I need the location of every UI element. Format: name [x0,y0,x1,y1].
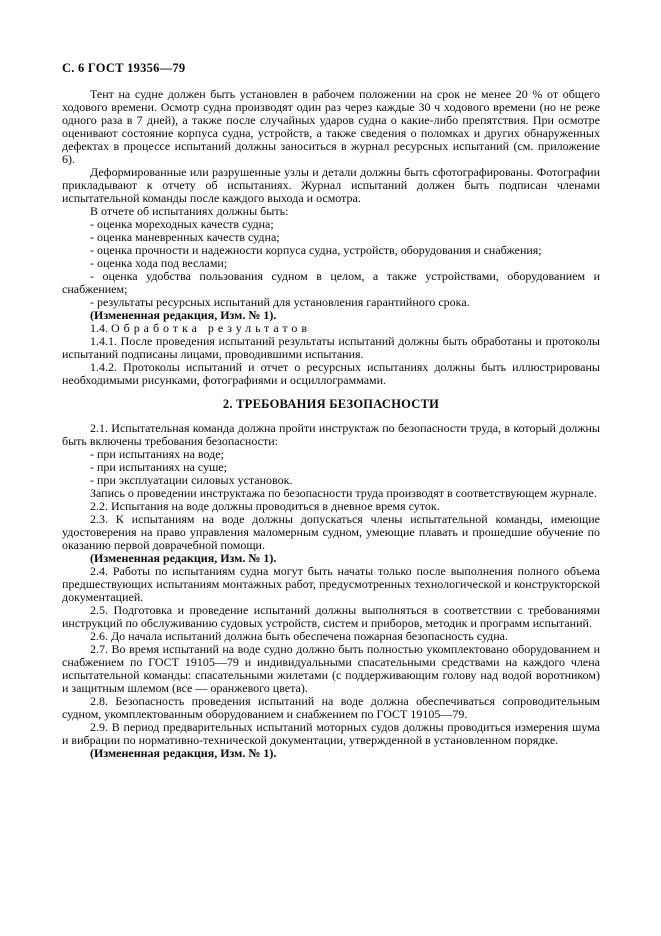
paragraph-briefing-record: Запись о проведении инструктажа по безопасности труда производят в соответствующем журнале. [90,486,597,500]
paragraph-2-7: 2.7. Во время испытаний на воде судно должно быть полностью укомплектовано оборудованием и снабжением по ГОСТ 19105—79 и индивидуальными спасательными средствами на каждого члена испытательной команды: спасательными жилетами (с поддерживающим голову над водой воротником) и защитным шлемом (все — оранжевого цвета). [62,642,600,695]
list-item-usability: - оценка удобства пользования судном в целом, а также устройствами, оборудованием и снабжением; [62,269,600,296]
list-item-seaworthiness: - оценка мореходных качеств судна; [90,217,274,231]
amendment-note-1: (Измененная редакция, Изм. № 1). [90,308,277,322]
amendment-note-2: (Измененная редакция, Изм. № 1). [90,551,277,565]
page-header: С. 6 ГОСТ 19356—79 [62,61,186,75]
paragraph-tent-regime: Тент на судне должен быть установлен в рабочем положении на срок не менее 20 % от общего ходового времени. Осмотр судна производят один раз через каждые 30 ч ходового времени (но не реже одного раза в 7 дней), а также после случайных ударов судна о какие-либо препятствия. При осмотре оценивают состояние корпуса судна, устройств, а также сведения о поломках и других обнаруженных дефектах в процессе испытаний должны заноситься в журнал ресурсных испытаний (см. приложение 6). [62,87,600,166]
paragraph-2-3: 2.3. К испытаниям на воде должны допускаться члены испытательной команды, имеющие удостоверения на право управления маломерным судном, умеющие плавать и прошедшие обучение по оказанию первой доврачебной помощи. [62,512,600,552]
paragraph-1-4-2: 1.4.2. Протоколы испытаний и отчет о ресурсных испытаниях должны быть иллюстрированы необходимыми рисунками, фотографиями и осциллограммами. [62,360,600,387]
paragraph-2-9: 2.9. В период предварительных испытаний моторных судов должны проводиться измерения шума и вибрации по нормативно-технической документации, утвержденной в установленном порядке. [62,720,600,747]
section-2-heading: 2. ТРЕБОВАНИЯ БЕЗОПАСНОСТИ [222,397,440,411]
list-item-power-plants: - при эксплуатации силовых установок. [90,473,293,487]
paragraph-2-2: 2.2. Испытания на воде должны проводиться в дневное время суток. [90,499,440,513]
paragraph-2-1: 2.1. Испытательная команда должна пройти инструктаж по безопасности труда, в который должны быть включены требования безопасности: [62,421,600,448]
paragraph-report-intro: В отчете об испытаниях должны быть: [90,204,289,218]
paragraph-2-5: 2.5. Подготовка и проведение испытаний должны выполняться в соответствии с требованиями инструкций по обслуживанию судовых устройств, систем и приборов, методик и программ испытаний. [62,603,600,630]
amendment-note-3: (Измененная редакция, Изм. № 1). [90,746,277,760]
list-item-rowing: - оценка хода под веслами; [90,256,228,270]
paragraph-1-4-1: 1.4.1. После проведения испытаний результаты испытаний должны быть обработаны и протоколы испытаний подписаны лицами, проводившими испытания. [62,334,600,361]
list-item-resource-results: - результаты ресурсных испытаний для установления гарантийного срока. [90,295,470,309]
document-content [62,88,600,760]
subsection-1-4-title: Обработка результатов [111,321,312,335]
paragraph-deformed-parts: Деформированные или разрушенные узлы и детали должны быть сфотографированы. Фотографии прикладывают к отчету об испытаниях. Журнал испытаний должен быть подписан членами испытательной команды после каждого выхода и осмотра. [62,165,600,205]
list-item-maneuverability: - оценка маневренных качеств судна; [90,230,280,244]
subsection-1-4-number: 1.4. [90,321,108,335]
list-item-strength: - оценка прочности и надежности корпуса судна, устройств, оборудования и снабжения; [90,243,542,257]
paragraph-2-8: 2.8. Безопасность проведения испытаний на воде должна обеспечиваться сопроводительным судном, укомплектованным оборудованием и снабжением по ГОСТ 19105—79. [62,694,600,721]
list-item-tests-on-land: - при испытаниях на суше; [90,460,227,474]
list-item-tests-on-water: - при испытаниях на воде; [90,447,224,461]
paragraph-2-6: 2.6. До начала испытаний должна быть обеспечена пожарная безопасность судна. [90,629,508,643]
paragraph-2-4: 2.4. Работы по испытаниям судна могут быть начаты только после выполнения полного объема предшествующих испытаниям монтажных работ, предусмотренных технологической и конструкторской документацией. [62,564,600,604]
